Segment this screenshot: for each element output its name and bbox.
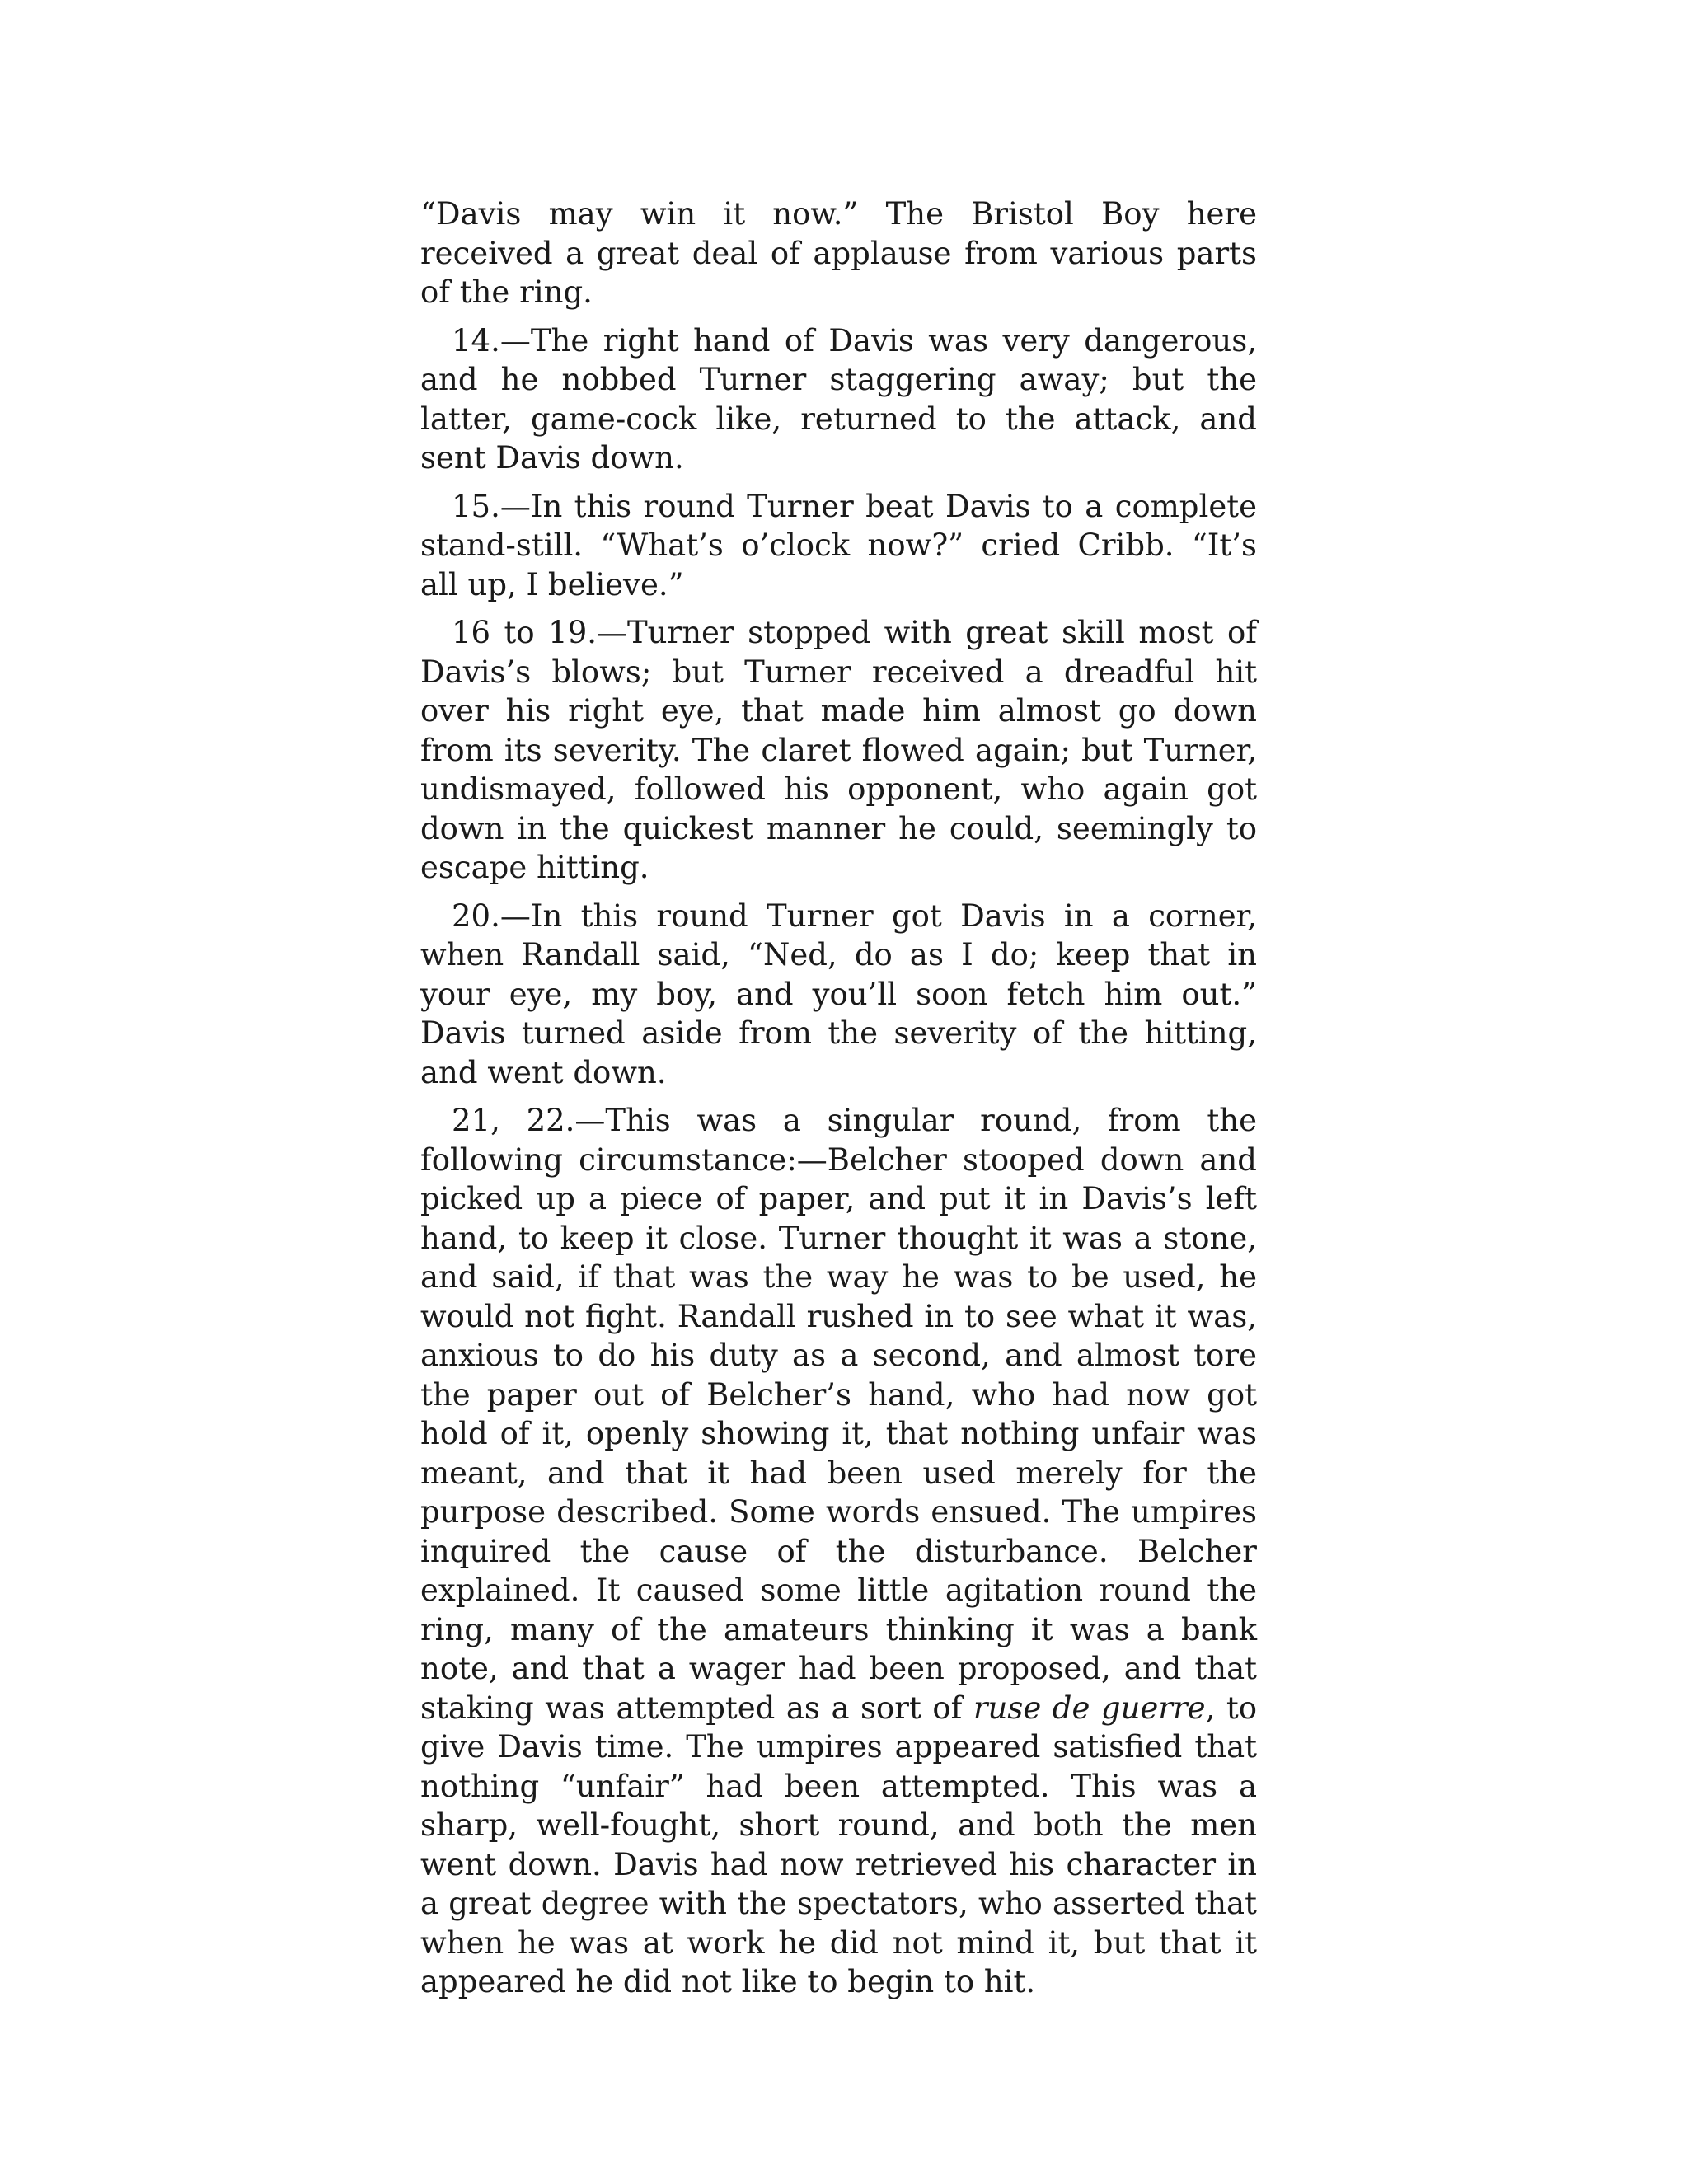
paragraph-rounds-21-22 <box>420 1101 1257 2002</box>
paragraph-text: , to give Davis time. The umpires appeared satisfied that nothing “unfair” had been attempted. This was a sharp, well-fought, short round, and both the men went down. Davis had now retrieved his character in a great degree with the spectators, who asserted that when he was at work he did not mind it, but that it appeared he did not like to begin to hit. <box>420 1690 1258 1999</box>
paragraph-round-15 <box>420 487 1257 605</box>
paragraph-continuation <box>420 194 1257 312</box>
paragraph-text: 21, 22.—This was a singular round, from the following circumstance:—Belcher stooped down and picked up a piece of paper, and put it in Davis’s left hand, to keep it close. Turner thought it was a stone, and said, if that was the way he was to be used, he would not fight. Randall rushed in to see what it was, anxious to do his duty as a second, and almost tore the paper out of Belcher’s hand, who had now got hold of it, openly showing it, that nothing unfair was meant, and that it had been used merely for the purpose described. Some words ensued. The umpires inquired the cause of the disturbance. Belcher explained. It caused some little agitation round the ring, many of the amateurs thinking it was a bank note, and that a wager had been proposed, and that staking was attempted as a sort of <box>420 1103 1257 1726</box>
italic-phrase: ruse de guerre <box>973 1690 1206 1726</box>
paragraph-text: “Davis may win it now.” The Bristol Boy here received a great deal of applause from various parts of the ring. <box>420 196 1257 310</box>
paragraph-text: 15.—In this round Turner beat Davis to a complete stand-still. “What’s o’clock now?” cried Cribb. “It’s all up, I believe.” <box>420 488 1257 602</box>
paragraph-text: 20.—In this round Turner got Davis in a corner, when Randall said, “Ned, do as I do; keep that in your eye, my boy, and you’ll soon fetch him out.” Davis turned aside from the severity of the hitting, and went down. <box>420 898 1257 1090</box>
paragraph-text: 14.—The right hand of Davis was very dangerous, and he nobbed Turner staggering away; but the latter, game-cock like, returned to the attack, and sent Davis down. <box>420 322 1257 476</box>
paragraph-round-14 <box>420 321 1257 478</box>
paragraph-rounds-16-19 <box>420 613 1257 888</box>
body-text <box>420 194 1257 2011</box>
paragraph-round-20 <box>420 897 1257 1093</box>
paragraph-text: 16 to 19.—Turner stopped with great skill most of Davis’s blows; but Turner received a dreadful hit over his right eye, that made him almost go down from its severity. The claret flowed again; but Turner, undismayed, followed his opponent, who again got down in the quickest manner he could, seemingly to escape hitting. <box>420 615 1257 885</box>
